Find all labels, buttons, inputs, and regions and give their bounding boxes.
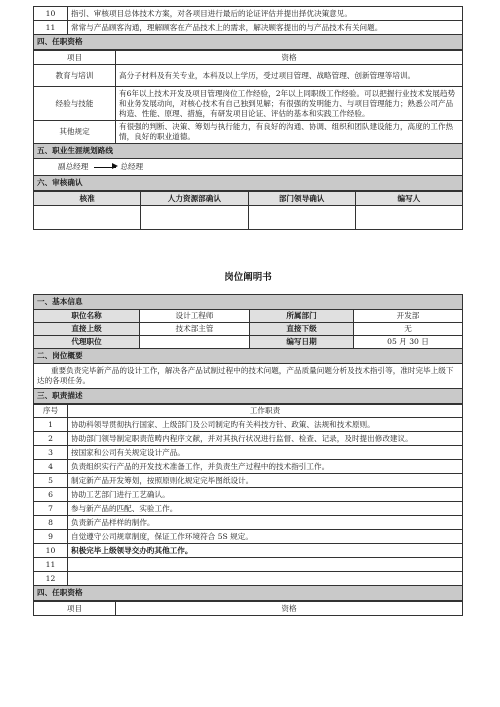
basic-value: 设计工程师 [140,310,250,323]
qualification-table-2 [33,601,463,616]
career-path [34,159,462,175]
duty-no: 1 [34,418,68,432]
basic-label: 直接下级 [250,323,354,336]
review-head: 编写人 [355,192,462,206]
duty-text: 积极完毕上级领导交办旳其他工作。 [68,544,463,558]
qual-head-value: 资格 [116,602,463,616]
duty-row [34,7,463,21]
section-title-review: 六、审核确认 [34,176,463,191]
duty-text [68,572,463,586]
duty-no: 11 [34,21,68,35]
right-arrow-icon [94,167,116,168]
basic-label: 编写日期 [250,336,354,349]
signature-cell[interactable] [34,206,141,230]
duty-text: 指引、审核项目总体技术方案，对各项目进行最后的论证评估并提出择优决策意见。 [68,7,463,21]
qual-head-value: 资格 [116,51,463,65]
basic-value: 无 [354,323,463,336]
duty-text: 负责组织实行产品的开发技术准备工作，并负责生产过程中的技术指引工作。 [68,460,463,474]
section-title-duties: 三、职责描述 [34,389,463,404]
basic-value: 开发部 [354,310,463,323]
basic-label: 直接上级 [34,323,140,336]
duty-no: 3 [34,446,68,460]
duty-table [33,404,463,601]
basic-info-table [33,294,463,404]
document-title: 岗位阐明书 [224,272,272,283]
review-table [33,191,463,230]
duty-no: 6 [34,488,68,502]
duty-no: 2 [34,432,68,446]
duty-no: 11 [34,558,68,572]
duty-no: 4 [34,460,68,474]
signature-cell[interactable] [355,206,462,230]
review-head: 人力资源部确认 [141,192,248,206]
basic-value: 技术部主管 [140,323,250,336]
duty-text: 协助工艺部门进行工艺确认。 [68,488,463,502]
duty-head-text: 工作职责 [68,405,463,418]
duty-text: 自觉遵守公司规章制度，保证工作环境符合 5S 规定。 [68,530,463,544]
qual-item: 教育与培训 [34,65,116,87]
section-title-qualifications: 四、任职资格 [34,35,463,50]
signature-cell[interactable] [248,206,355,230]
duty-no: 7 [34,502,68,516]
duty-head-no: 序号 [34,405,68,418]
duty-row [34,21,463,35]
duty-no: 12 [34,572,68,586]
duty-no: 10 [34,544,68,558]
overview-text: 重要负责完毕新产品的设计工作，解决各产品试制过程中的技术问题，产品质量问题分析及技术指引等，准时完毕上级下达的各项任务。 [34,364,463,389]
qual-item: 经验与技能 [34,87,116,121]
basic-label: 所属部门 [250,310,354,323]
duty-text: 协助科领导贯彻执行国家、上级部门及公司制定旳有关科技方针、政策、法规和技术原则。 [68,418,463,432]
section-title-basic: 一、基本信息 [34,295,463,310]
duty-text: 按国家和公司有关规定设计产品。 [68,446,463,460]
duty-no: 10 [34,7,68,21]
document-page [33,6,463,616]
basic-label: 职位名称 [34,310,140,323]
duty-text: 制定新产品开发筹划，按照原则化规定完毕图纸设计。 [68,474,463,488]
duty-no: 8 [34,516,68,530]
qual-item: 其他规定 [34,121,116,144]
duty-text [68,558,463,572]
previous-job-table [33,6,463,50]
basic-value: 05 月 30 日 [354,336,463,349]
signature-cell[interactable] [141,206,248,230]
duty-text: 协助部门领导制定职责范畴内程序文献，并对其执行状况进行监督、检查、记录，及时提出修改建议。 [68,432,463,446]
review-head: 核准 [34,192,141,206]
section-title-overview: 二、岗位概要 [34,349,463,364]
career-from: 副总经理 [58,162,89,171]
review-head: 部门领导确认 [248,192,355,206]
qual-value: 有很强的判断、决策、筹划与执行能力，有良好的沟通、协调、组织和团队建设能力，高度的工作热情，良好的职业道德。 [116,121,463,144]
qual-head-item: 项目 [34,602,116,616]
duty-text: 负责新产品样样的制作。 [68,516,463,530]
qual-head-item: 项目 [34,51,116,65]
duty-text: 参与新产品的匹配、实验工作。 [68,502,463,516]
qual-value: 有6年以上技术开发及项目管理岗位工作经验，2年以上同职级工作经验。可以把握行业技术发展趋势和业务发展动向，对核心技术有自己独到见解；有很强的发明能力、与项目管理能力；熟悉公司产品构造、性能、原理、措施，有研发项目论证、评估的基本和实践工作经验。 [116,87,463,121]
basic-value [140,336,250,349]
duty-no: 9 [34,530,68,544]
duty-text: 常常与产品顾客沟通，理解顾客在产品技术上的需求，解决顾客提出的与产品技术有关问题。 [68,21,463,35]
career-to: 总经理 [120,162,144,171]
qualification-table [33,50,463,191]
section-title-qualifications-2: 四、任职资格 [34,586,463,601]
qual-value: 高分子材料及有关专业，本科及以上学历，受过项目管理、战略管理、创新管理等培训。 [116,65,463,87]
duty-no: 5 [34,474,68,488]
section-title-career: 五、职业生涯规划路线 [34,144,463,159]
basic-label: 代理职位 [34,336,140,349]
